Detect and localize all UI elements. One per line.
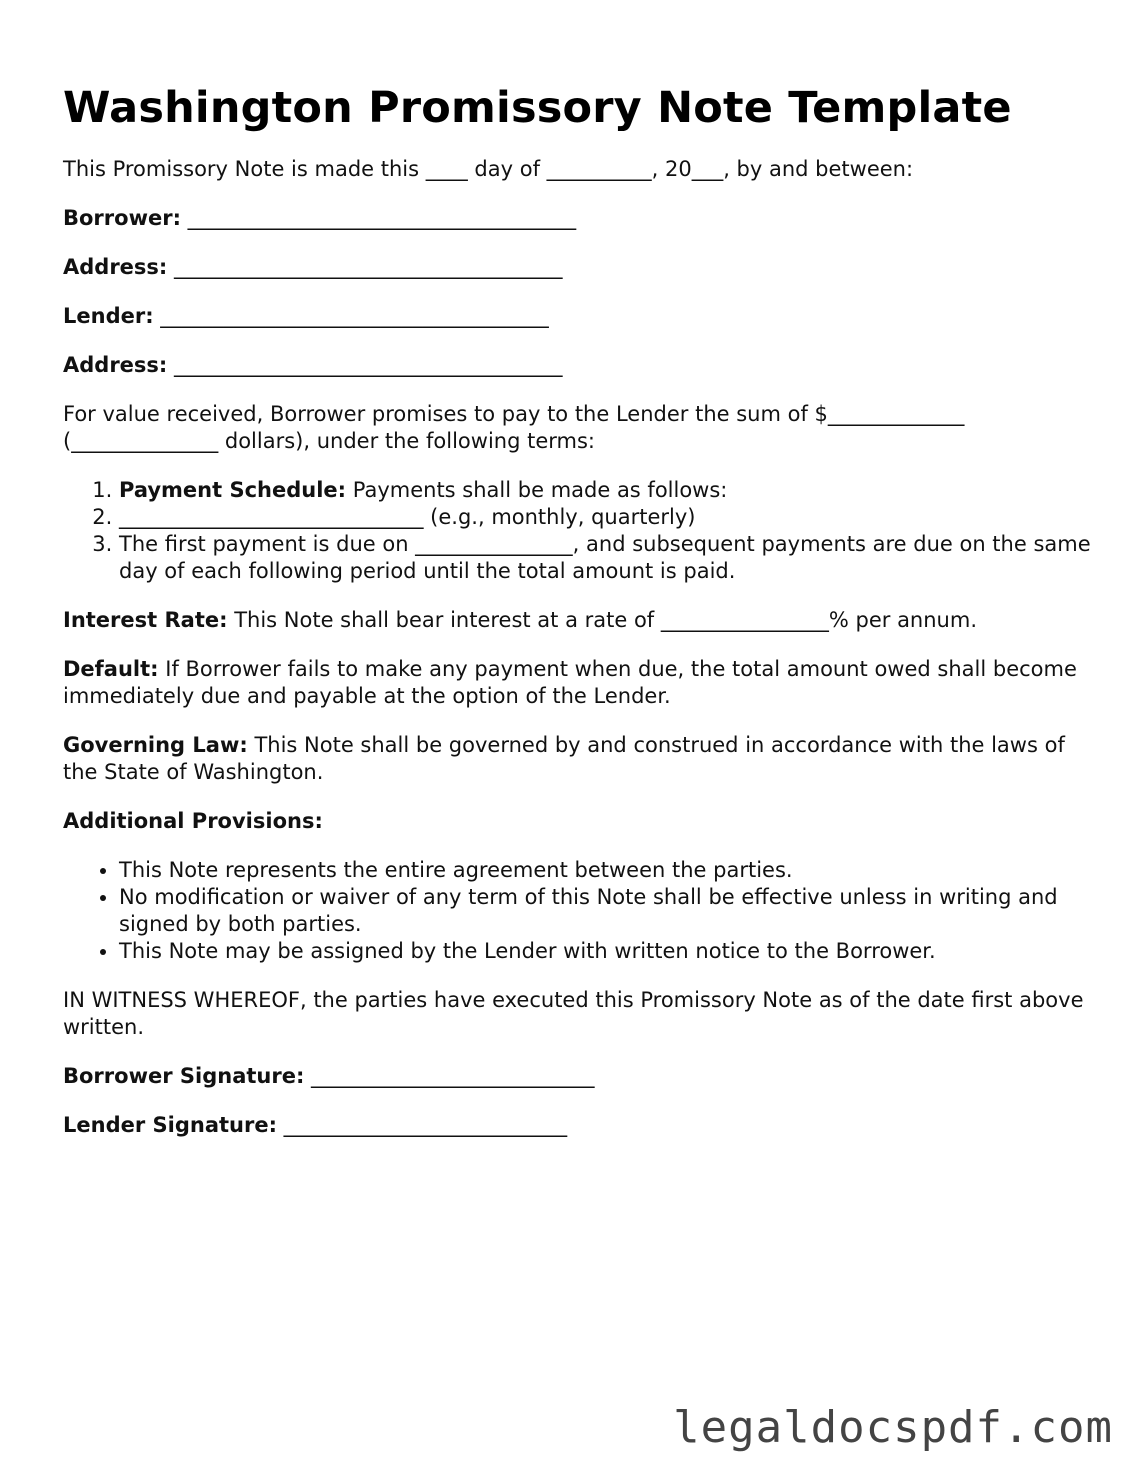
- borrower-address-label: Address:: [63, 255, 168, 279]
- borrower-label: Borrower:: [63, 206, 181, 230]
- borrower-blank: _____________________________________: [187, 206, 577, 230]
- lender-signature-label: Lender Signature:: [63, 1113, 277, 1137]
- additional-provisions-heading: [63, 808, 1093, 835]
- lender-signature-field: [63, 1112, 1093, 1139]
- lender-signature-blank: ___________________________: [283, 1113, 568, 1137]
- terms-list: [63, 477, 1093, 585]
- terms-item-payment-schedule: [119, 477, 1093, 504]
- borrower-field: [63, 205, 1093, 232]
- interest-rate-paragraph: [63, 607, 1093, 634]
- borrower-signature-label: Borrower Signature:: [63, 1064, 305, 1088]
- provisions-list: [63, 857, 1093, 965]
- witness-paragraph: IN WITNESS WHEREOF, the parties have executed this Promissory Note as of the date first above written.: [63, 988, 1084, 1039]
- lender-address-field: [63, 352, 1093, 379]
- document-page: [63, 78, 1093, 1161]
- interest-rate-label: Interest Rate:: [63, 608, 228, 632]
- borrower-signature-blank: ___________________________: [311, 1064, 595, 1088]
- sum-paragraph: For value received, Borrower promises to pay to the Lender the sum of $_____________ (______________ dollars), under the following terms:: [63, 402, 965, 453]
- additional-provisions-heading-text: Additional Provisions:: [63, 809, 323, 833]
- provision-item: • This Note represents the entire agreement between the parties.: [119, 857, 1093, 884]
- governing-law-text: This Note shall be governed by and construed in accordance with the laws of the State of Washington.: [63, 733, 1065, 784]
- lender-field: [63, 303, 1093, 330]
- default-paragraph: [63, 656, 1093, 710]
- default-text: If Borrower fails to make any payment when due, the total amount owed shall become immediately due and payable at the option of the Lender.: [63, 657, 1077, 708]
- borrower-address-field: [63, 254, 1093, 281]
- watermark: legaldocspdf.com: [673, 1402, 1113, 1453]
- page-title: Washington Promissory Note Template: [63, 83, 1012, 133]
- interest-rate-text: This Note shall bear interest at a rate of ________________% per annum.: [234, 608, 977, 632]
- provision-item: • This Note may be assigned by the Lender with written notice to the Borrower.: [119, 938, 1093, 965]
- terms-item-first-payment: 3. The first payment is due on _______________, and subsequent payments are due on the same day of each following period until the total amount is paid.: [119, 531, 1093, 585]
- payment-schedule-label: Payment Schedule:: [119, 478, 347, 502]
- lender-address-blank: _____________________________________: [174, 353, 563, 377]
- governing-law-paragraph: [63, 732, 1093, 786]
- intro-paragraph: This Promissory Note is made this ____ day of __________, 20___, by and between:: [63, 157, 914, 181]
- payment-schedule-text: Payments shall be made as follows:: [352, 478, 728, 502]
- lender-address-label: Address:: [63, 353, 168, 377]
- borrower-signature-field: [63, 1063, 1093, 1090]
- borrower-address-blank: _____________________________________: [174, 255, 563, 279]
- lender-label: Lender:: [63, 304, 154, 328]
- default-label: Default:: [63, 657, 159, 681]
- provision-item: • No modification or waiver of any term of this Note shall be effective unless in writing and signed by both parties.: [119, 884, 1093, 938]
- lender-blank: _____________________________________: [160, 304, 549, 328]
- terms-item-frequency: 2. _____________________________ (e.g., monthly, quarterly): [119, 504, 1093, 531]
- governing-law-label: Governing Law:: [63, 733, 248, 757]
